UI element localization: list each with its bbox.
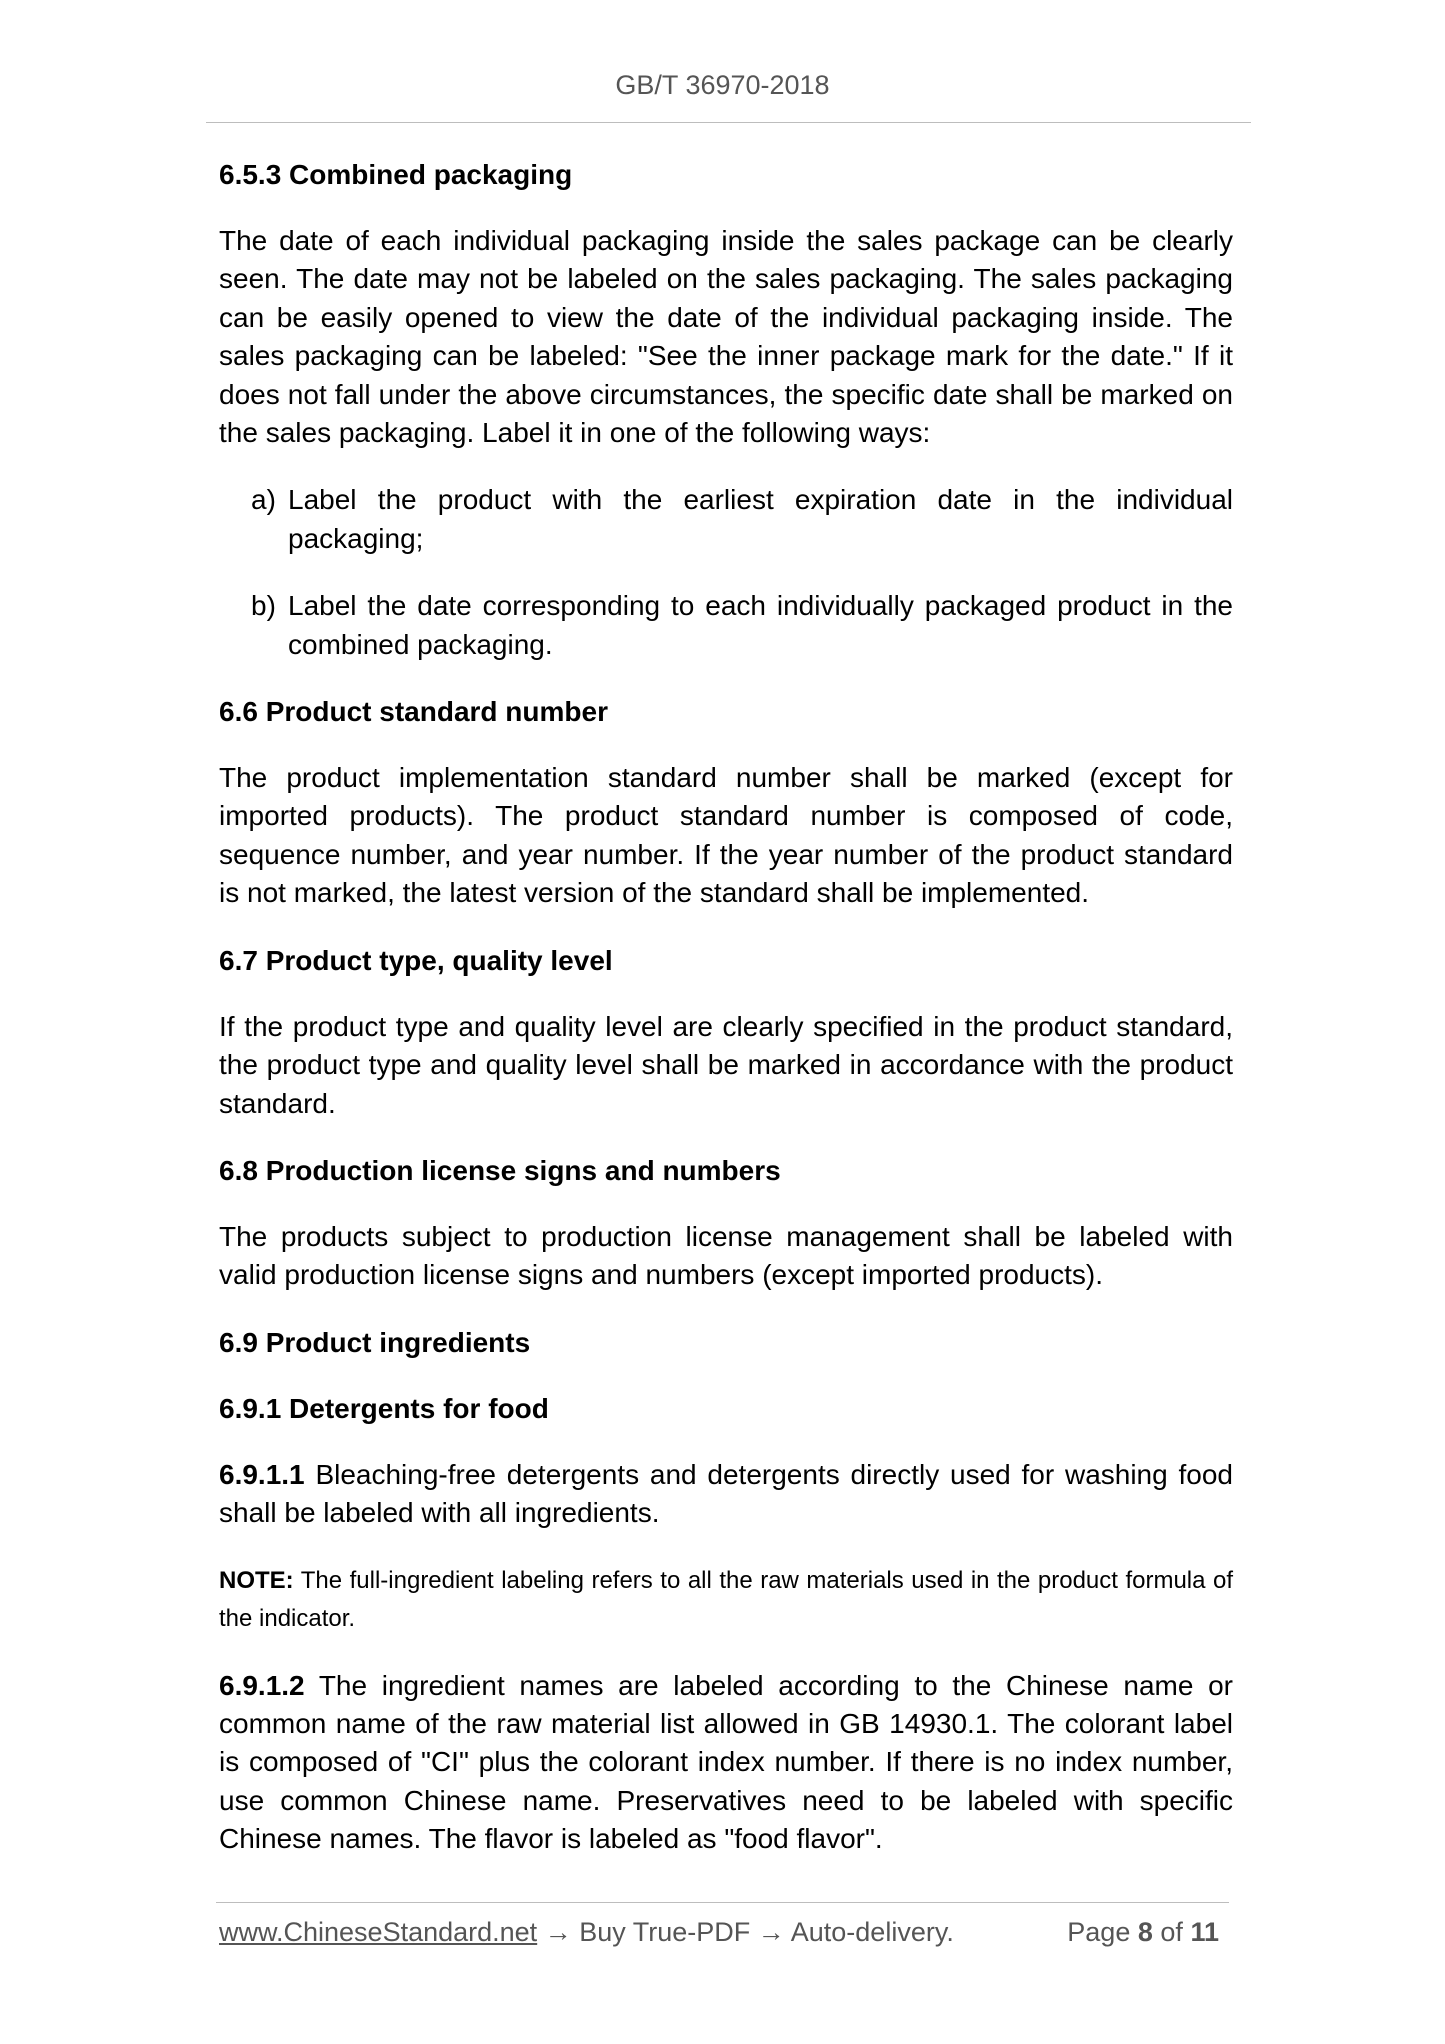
- footer-tagline: → Buy True-PDF → Auto-delivery.: [544, 1917, 954, 1947]
- note-label: NOTE:: [219, 1566, 294, 1594]
- site-link[interactable]: www.ChineseStandard.net: [219, 1917, 538, 1947]
- section-6-5-3-heading: 6.5.3 Combined packaging: [219, 159, 573, 190]
- footer-divider: [216, 1902, 1229, 1903]
- list-item: [219, 481, 1233, 558]
- list-marker: b): [251, 590, 276, 622]
- section-6-7-paragraph: If the product type and quality level are clearly specified in the product standard, the product type and quality level shall be marked in accordance with the product standard.: [219, 1010, 1233, 1119]
- page-total: 11: [1190, 1917, 1219, 1947]
- list-item-text: Label the date corresponding to each individually packaged product in the combined packaging.: [288, 590, 1233, 660]
- section-6-8-heading: 6.8 Production license signs and numbers: [219, 1154, 781, 1186]
- clause-6-9-1-1: [219, 1456, 1233, 1533]
- list-item-text: Label the product with the earliest expiration date in the individual packaging;: [288, 484, 1233, 554]
- header-divider: [206, 122, 1251, 123]
- footer-promo: [219, 1917, 954, 1948]
- page-number: 8: [1137, 1917, 1153, 1947]
- page-indicator: [1067, 1917, 1219, 1948]
- note-text: The full-ingredient labeling refers to all the raw materials used in the product formula of the indicator.: [219, 1566, 1233, 1632]
- clause-6-9-1-2: [219, 1667, 1233, 1859]
- of-label: of: [1160, 1917, 1183, 1947]
- section-6-7-heading: 6.7 Product type, quality level: [219, 944, 613, 976]
- clause-text: Bleaching-free detergents and detergents directly used for washing food shall be labeled with all ingredients.: [219, 1458, 1233, 1529]
- section-6-8-paragraph: The products subject to production license management shall be labeled with valid production license signs and numbers (except imported products).: [219, 1220, 1233, 1291]
- clause-number: 6.9.1.1: [219, 1458, 305, 1490]
- section-6-6-paragraph: The product implementation standard number shall be marked (except for imported products). The product standard number is composed of code, sequence number, and year number. If the year number of the product standard is not marked, the latest version of the standard shall be implemented.: [219, 762, 1233, 909]
- section-6-6-heading: 6.6 Product standard number: [219, 696, 608, 728]
- document-code: GB/T 36970-2018: [615, 70, 830, 100]
- note: [219, 1562, 1233, 1638]
- list-item: [219, 587, 1233, 664]
- section-6-9-heading: 6.9 Product ingredients: [219, 1326, 531, 1358]
- list-marker: a): [251, 484, 276, 516]
- section-6-5-3-paragraph: The date of each individual packaging inside the sales package can be clearly seen. The date may not be labeled on the sales packaging. The sales packaging can be easily opened to view the date of the individual packaging inside. The sales packaging can be labeled: "See the inner package mark for the date." If it does not fall under the above circumstances, the specific date shall be marked on the sales packaging. Label it in one of the following ways:: [219, 225, 1233, 449]
- page-content: [219, 156, 1233, 1888]
- clause-number: 6.9.1.2: [219, 1669, 305, 1701]
- section-6-9-1-heading: 6.9.1 Detergents for food: [219, 1392, 549, 1424]
- clause-text: The ingredient names are labeled according to the Chinese name or common name of the raw material list allowed in GB 14930.1. The colorant label is composed of "CI" plus the colorant index number. If there is no index number, use common Chinese name. Preservatives need to be labeled with specific Chinese names. The flavor is labeled as "food flavor".: [219, 1669, 1234, 1855]
- page-label: Page: [1067, 1917, 1131, 1947]
